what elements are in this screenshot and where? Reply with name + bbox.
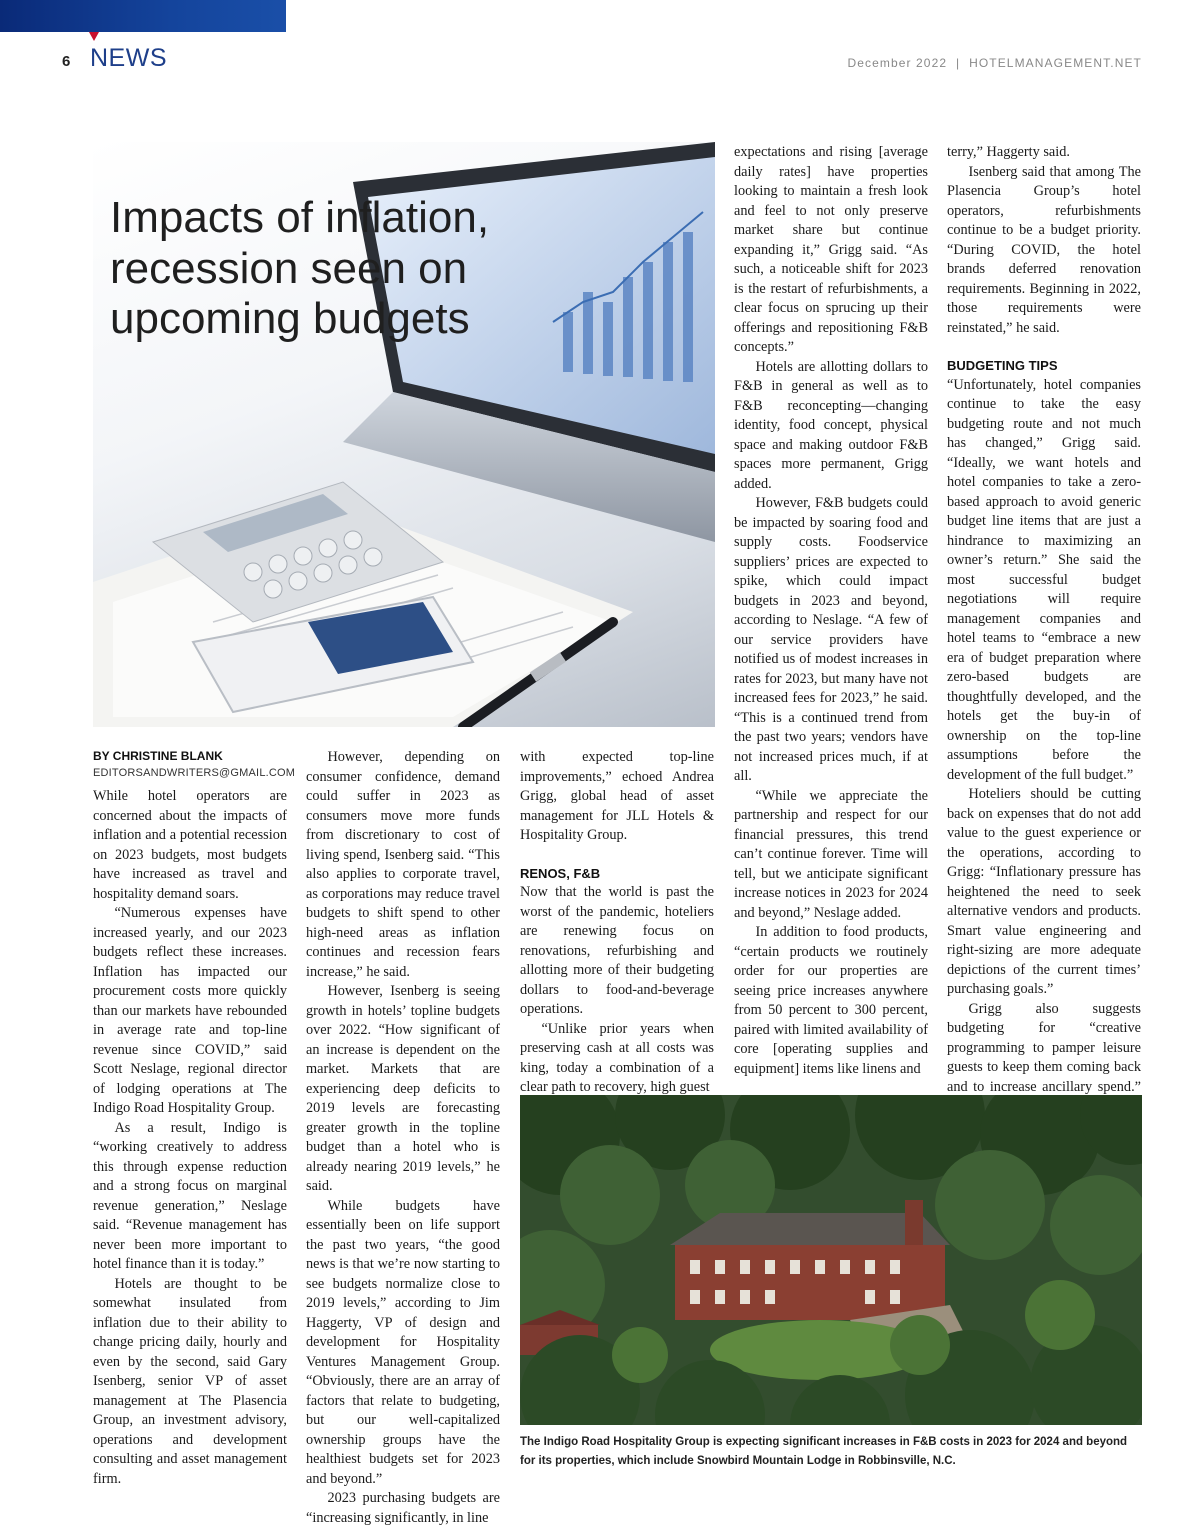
article-column-3 <box>520 748 714 1098</box>
header-color-bar <box>0 0 286 32</box>
paragraph: 2023 purchasing budgets are “increasing significantly, in line <box>306 1490 500 1526</box>
photo-caption: The Indigo Road Hospitality Group is expecting significant increases in F&B costs in 2023 for 2024 and beyond for its properties, which include Snowbird Mountain Lodge in Robbinsville, N.C. <box>520 1436 1128 1467</box>
byline: BY CHRISTINE BLANK <box>93 749 223 763</box>
paragraph: However, F&B budgets could be impacted by soaring food and supply costs. Foodservice suppliers’ prices are expected to spike, which could impact budgets in 2023 and beyond, according to Neslage. “A few of our service providers have notified us of modest increases in rates for 2023, but many have not increased fees for 2023,” he said. “This is a continued trend from the past two years; vendors have not increased prices much, if at all. <box>734 495 928 784</box>
article-column-2 <box>306 748 500 1528</box>
paragraph: As a result, Indigo is “working creatively to address this through expense reduction and a strong focus on marginal revenue generation,” Neslage said. “Revenue management has never been more important to hotel finance than it is today.” <box>93 1119 287 1272</box>
paragraph-text: Grigg also suggests budgeting for “creative programming to pamper leisure guests to keep them coming back and to increase ancillary spend.” <box>947 1000 1141 1095</box>
paragraph: In addition to food products, “certain products we routinely order for our properties are seeing price increases anywhere from 50 percent to 300 percent, paired with limited availability of core [operating supplies and equipment] items like linens and <box>734 924 928 1077</box>
paragraph: with expected top-line improvements,” echoed Andrea Grigg, global head of asset management for JLL Hotels & Hospitality Group. <box>520 749 714 843</box>
paragraph: Isenberg said that among The Plasencia Group’s hotel operators, refurbishments continue to be a budget priority. “During COVID, the hotel brands deferred renovation requirements. Beginning in 2022, those requirements were reinstated,” he said. <box>947 163 1141 336</box>
paragraph: Now that the world is past the worst of the pandemic, hoteliers are renewing focus on renovations, refurbishing and allotting more of their budgeting dollars to food-and-beverage operations. <box>520 884 714 1017</box>
article-column-4 <box>734 143 928 1079</box>
lodge-photo <box>520 1095 1142 1425</box>
paragraph: While budgets have essentially been on life support the past two years, “the good news is that we’re now starting to see budgets normalize close to 2019 levels,” according to Jim Haggerty, VP of design and development for Hospitality Ventures Management Group. “Obviously, there are an array of factors that relate to budgeting, but our well-capitalized ownership groups have the healthiest budgets set for 2023 and beyond.” <box>306 1197 500 1487</box>
subheading-renos: RENOS, F&B <box>520 865 601 881</box>
header-red-marker <box>89 32 99 41</box>
page-number: 6 <box>62 53 71 70</box>
paragraph: Hotels are thought to be somewhat insulated from inflation due to their ability to change pricing daily, hourly and even by the second, said Gary Isenberg, senior VP of asset management at The Plasencia Group, an investment advisory, operations and development consulting and asset management firm. <box>93 1275 287 1487</box>
paragraph: However, Isenberg is seeing growth in hotels’ topline budgets over 2022. “How significant of an increase is dependent on the market. Markets that are experiencing deep deficits to 2019 levels are forecasting greater growth in the topline budget than a hotel who is already nearing 2019 levels,” he said. <box>306 983 500 1194</box>
article-headline: Impacts of inflation, recession seen on upcoming budgets <box>110 193 490 344</box>
article-column-1 <box>93 787 287 1489</box>
section-label: NEWS <box>90 44 167 72</box>
author-email: EDITORSANDWRITERS@GMAIL.COM <box>93 767 296 779</box>
paragraph: However, depending on consumer confidence, demand could suffer in 2023 as consumers move more funds from discretionary to cost of living spend, Isenberg said. “This also applies to corporate travel, as corporations may reduce travel budgets to shift spend to other high-need areas as inflation continues and recession fears increase,” he said. <box>306 749 500 980</box>
paragraph: Hotels are allotting dollars to F&B in general as well as to F&B reconcepting—changing identity, food concept, physical space and making outdoor F&B spaces more permanent, Grigg added. <box>734 358 928 492</box>
paragraph: “Numerous expenses have increased yearly, and our 2023 budgets reflect these increases. Inflation has impacted our procurement costs more quickly than our markets have rebounded in average rate and top-line revenue since COVID,” said Scott Neslage, regional director of lodging operations at The Indigo Road Hospitality Group. <box>93 905 287 1116</box>
paragraph: Hoteliers should be cutting back on expenses that do not add value to the guest experience or the operations, according to Grigg: “Inflationary pressure has heightened the need to seek alternative vendors and products. Smart value engineering and right-sizing are more adequate depictions of the current times’ purchasing goals.” <box>947 786 1141 997</box>
subheading-budgeting-tips: BUDGETING TIPS <box>947 358 1058 373</box>
article-column-5 <box>947 143 1141 1117</box>
paragraph: “Unlike prior years when preserving cash at all costs was king, today a combination of a clear path to recovery, high guest <box>520 1020 714 1095</box>
paragraph: expectations and rising [average daily rates] have properties looking to maintain a fresh look and feel to not only preserve market share but continue expanding it,” Grigg said. “As such, a noticeable shift for 2023 is the restart of refurbishments, a clear focus on sprucing up their offerings and repositioning F&B concepts.” <box>734 144 928 355</box>
paragraph: terry,” Haggerty said. <box>947 144 1070 160</box>
lodge-illustration <box>520 1095 1142 1425</box>
masthead: December 2022 | HOTELMANAGEMENT.NET <box>847 56 1142 70</box>
paragraph: While hotel operators are concerned about the impacts of inflation and a potential recession on 2023 budgets, most budgets have increased as travel and hospitality demand soars. <box>93 788 287 902</box>
paragraph: “Unfortunately, hotel companies continue to take the easy budgeting route and not much has changed,” Grigg said. “Ideally, we want hotels and hotel companies to take a zero-based approach to avoid generic budget line items that are just a hindrance to maximizing an owner’s return.” She said the most successful budget negotiations will require management companies and hotel teams to “embrace a new era of budget preparation where zero-based budgets are thoughtfully developed, and the hotels get the buy-in of ownership on the top-line assumptions before the development of the full budget.” <box>947 376 1141 783</box>
paragraph: “While we appreciate the partnership and respect for our financial pressures, this trend can’t continue forever. Time will tell, but we anticipate significant increase notices in 2023 for 2024 and beyond,” Neslage added. <box>734 787 928 921</box>
